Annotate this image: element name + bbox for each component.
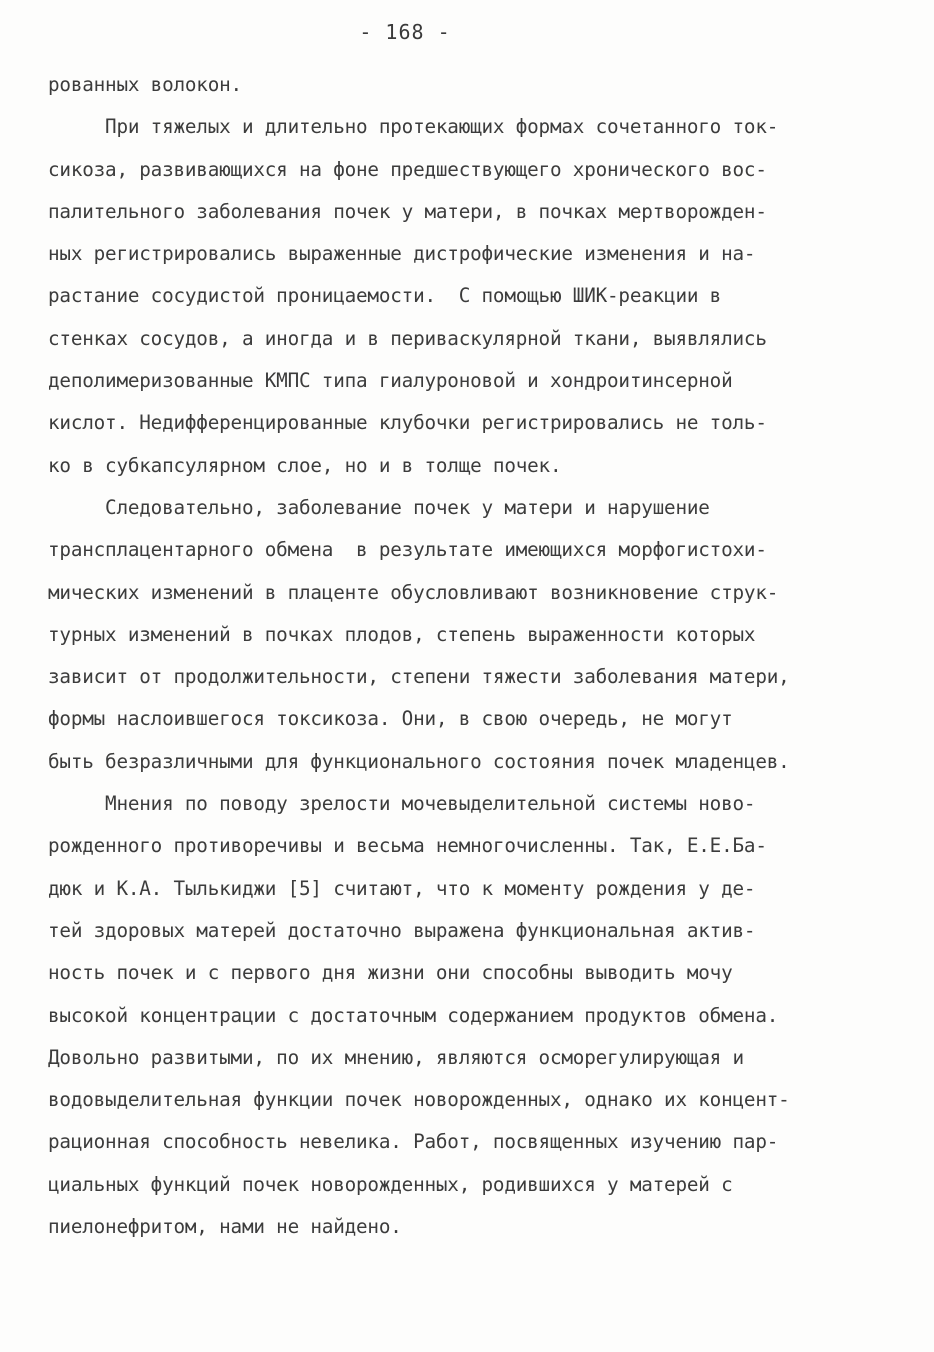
- text-line: мических изменений в плаценте обусловливают возникновение струк-: [48, 580, 779, 604]
- text-line: водовыделительная функции почек новорожденных, однако их концент-: [48, 1088, 790, 1112]
- text-line: палительного заболевания почек у матери, в почках мертворожден-: [48, 199, 767, 223]
- text-line: стенках сосудов, а иногда и в периваскулярной ткани, выявлялись: [48, 326, 767, 350]
- text-line: рованных волокон.: [48, 73, 242, 96]
- text-line: кислот. Недифференцированные клубочки регистрировались не толь-: [48, 411, 767, 435]
- text-line: Следовательно, заболевание почек у матери и нарушение: [48, 495, 710, 519]
- text-line: Мнения по поводу зрелости мочевыделительной системы ново-: [48, 792, 756, 816]
- text-line: тей здоровых матерей достаточно выражена функциональная актив-: [48, 918, 756, 942]
- text-line: дюк и К.А. Тылькиджи [5] считают, что к моменту рождения у де-: [48, 876, 756, 900]
- text-line: ных регистрировались выраженные дистрофические изменения и на-: [48, 242, 756, 266]
- text-line: трансплацентарного обмена в результате имеющихся морфогистохи-: [48, 538, 767, 562]
- text-line: деполимеризованные КМПС типа гиалуроновой и хондроитинсерной: [48, 369, 733, 393]
- text-line: зависит от продолжительности, степени тяжести заболевания матери,: [48, 665, 790, 689]
- text-line: рожденного противоречивы и весьма немногочисленны. Так, Е.Е.Ба-: [48, 834, 767, 858]
- text-line: формы наслоившегося токсикоза. Они, в свою очередь, не могут: [48, 707, 733, 731]
- text-line: сикоза, развивающихся на фоне предшествующего хронического вос-: [48, 157, 767, 181]
- text-line: ность почек и с первого дня жизни они способны выводить мочу: [48, 961, 733, 985]
- text-line: циальных функций почек новорожденных, родившихся у матерей с: [48, 1172, 733, 1196]
- page-number: - 168 -: [359, 20, 451, 44]
- body-text: [48, 64, 898, 1248]
- text-line: При тяжелых и длительно протекающих формах сочетанного ток-: [48, 115, 779, 139]
- text-line: пиелонефритом, нами не найдено.: [48, 1215, 402, 1239]
- text-line: ко в субкапсулярном слое, но и в толще почек.: [48, 453, 562, 477]
- text-line: высокой концентрации с достаточным содержанием продуктов обмена.: [48, 1003, 779, 1027]
- text-line: быть безразличными для функционального состояния почек младенцев.: [48, 749, 790, 773]
- text-line: Довольно развитыми, по их мнению, являются осморегулирующая и: [48, 1045, 744, 1069]
- text-line: турных изменений в почках плодов, степень выраженности которых: [48, 622, 756, 646]
- text-line: растание сосудистой проницаемости. С помощью ШИК-реакции в: [48, 284, 722, 308]
- text-line: рационная способность невелика. Работ, посвященных изучению пар-: [48, 1130, 779, 1154]
